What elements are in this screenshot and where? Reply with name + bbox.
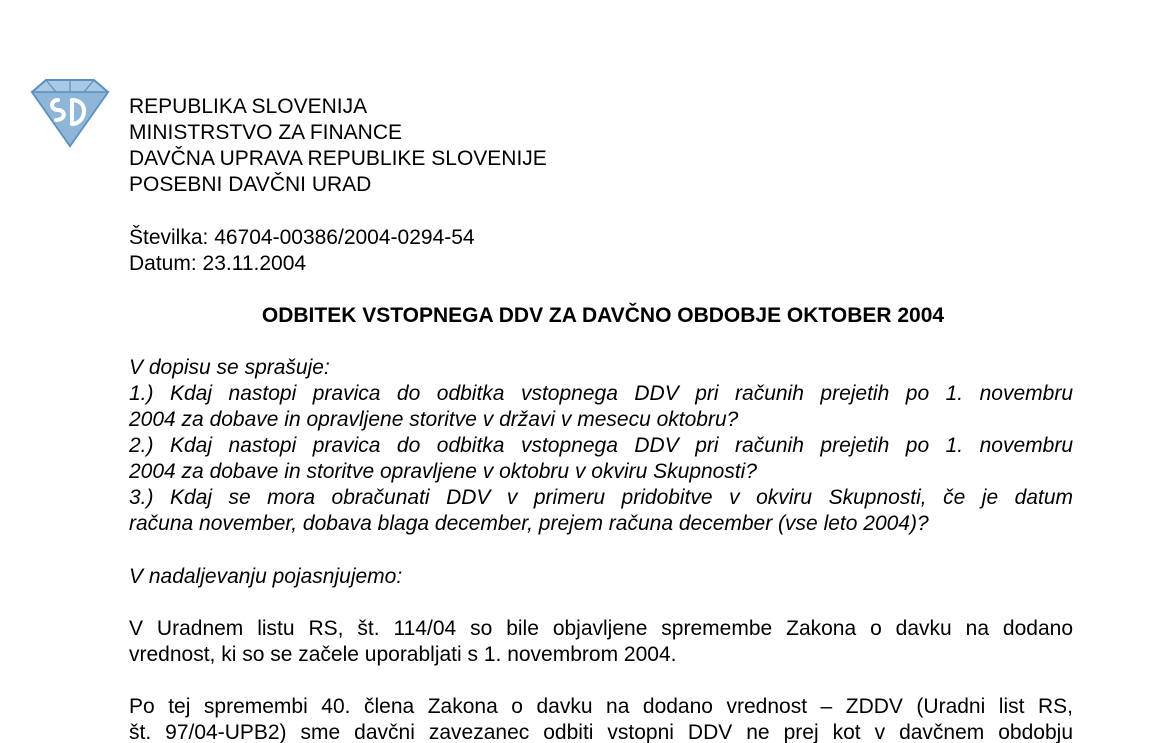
answer-paragraph-1-line-2: vrednost, ki so se začele uporabljati s 1. novembrom 2004.: [129, 643, 677, 666]
document-number: Številka: 46704-00386/2004-0294-54: [129, 226, 475, 249]
header-line-republic: REPUBLIKA SLOVENIJA: [129, 95, 368, 118]
answer-paragraph-2-line-2: št. 97/04-UPB2) sme davčni zavezanec odbiti vstopni DDV ne prej kot v davčnem obdobju: [129, 721, 1073, 743]
question-3-line-2: računa november, dobava blaga december, prejem računa december (vse leto 2004)?: [129, 512, 929, 535]
document-title: ODBITEK VSTOPNEGA DDV ZA DAVČNO OBDOBJE OKTOBER 2004: [261, 304, 945, 327]
header-line-tax-administration: DAVČNA UPRAVA REPUBLIKE SLOVENIJE: [129, 147, 547, 170]
questions-intro: V dopisu se sprašuje:: [129, 356, 330, 379]
header-line-special-office: POSEBNI DAVČNI URAD: [129, 173, 372, 196]
question-1-line-2: 2004 za dobave in opravljene storitve v državi v mesecu oktobru?: [129, 408, 739, 431]
question-3-line-1: 3.) Kdaj se mora obračunati DDV v primeru pridobitve v okviru Skupnosti, če je datum: [129, 486, 1073, 509]
tax-administration-logo-icon: [28, 78, 112, 150]
question-2-line-1: 2.) Kdaj nastopi pravica do odbitka vstopnega DDV pri računih prejetih po 1. novembru: [129, 434, 1073, 457]
answer-paragraph-2-line-1: Po tej spremembi 40. člena Zakona o davku na dodano vrednost – ZDDV (Uradni list RS,: [129, 695, 1073, 718]
answer-intro: V nadaljevanju pojasnjujemo:: [129, 565, 403, 588]
document-date: Datum: 23.11.2004: [129, 252, 307, 275]
question-2-line-2: 2004 za dobave in storitve opravljene v oktobru v okviru Skupnosti?: [129, 460, 758, 483]
header-line-ministry: MINISTRSTVO ZA FINANCE: [129, 121, 403, 144]
answer-paragraph-1-line-1: V Uradnem listu RS, št. 114/04 so bile objavljene spremembe Zakona o davku na dodano: [129, 617, 1073, 640]
question-1-line-1: 1.) Kdaj nastopi pravica do odbitka vstopnega DDV pri računih prejetih po 1. novembru: [129, 382, 1073, 405]
